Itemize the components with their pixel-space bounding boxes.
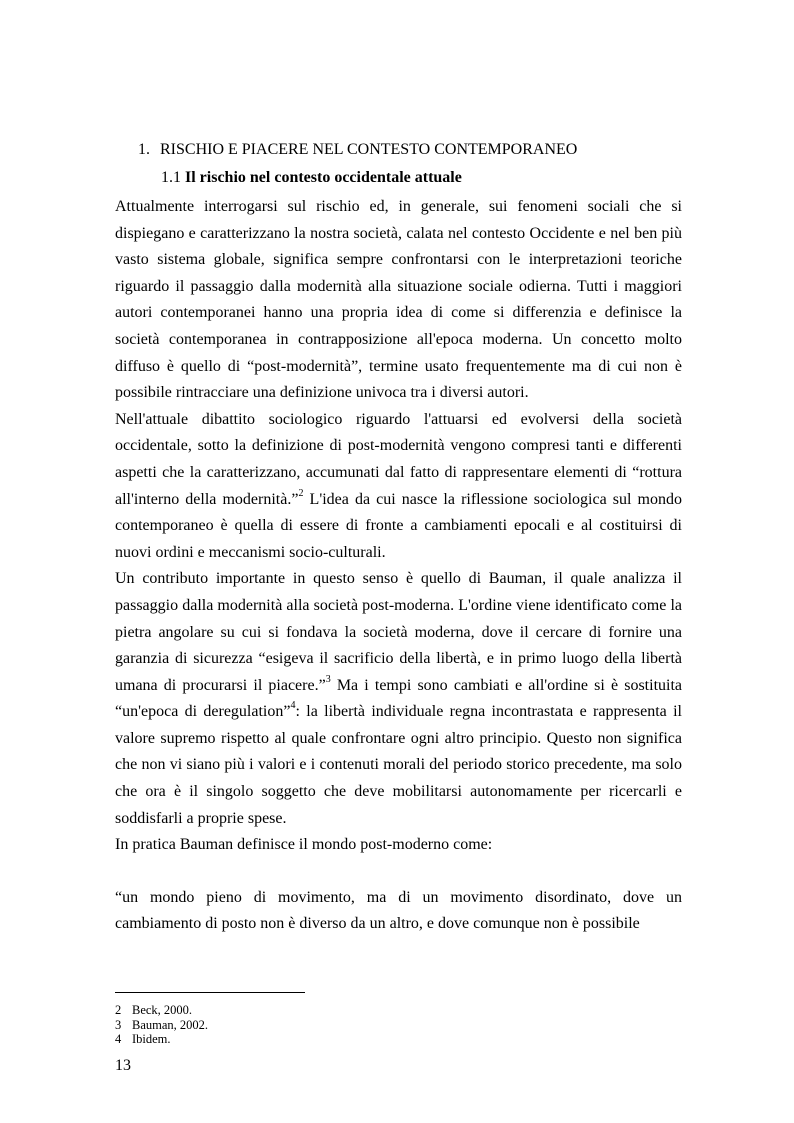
paragraph-3-text-a: Un contributo importante in questo senso è quello di Bauman, il quale analizza il passaggio dalla modernità alla società post-moderna. L'ordine viene identificato come la pietra angolare su cui si fondava la società moderna, dove il cercare di fornire una garanzia di sicurezza “esigeva il sacrificio della libertà, e in primo luogo della libertà umana di procurarsi il piacere.”: [115, 570, 682, 694]
paragraph-1: Attualmente interrogarsi sul rischio ed, in generale, sui fenomeni sociali che si dispiegano e caratterizzano la nostra società, calata nel contesto Occidente e nel ben più vasto sistema globale, significa sempre confrontarsi con le interpretazioni teoriche riguardo il passaggio dalla modernità alla situazione sociale odierna. Tutti i maggiori autori contemporanei hanno una propria idea di come si differenzia e definisce la società contemporanea in contrapposizione all'epoca moderna. Un concetto molto diffuso è quello di “post-modernità”, termine usato frequentemente ma di cui non è possibile rintracciare una definizione univoca tra i diversi autori.: [115, 198, 682, 402]
spacer: [115, 859, 682, 885]
paragraph-2-text-b: L'idea da cui nasce la riflessione sociologica sul mondo contemporaneo è quella di essere di fronte a cambiamenti epocali e al costituirsi di nuovi ordini e meccanismi socio-culturali.: [115, 490, 682, 561]
footnote-number: 3: [115, 1017, 122, 1032]
footnote: [115, 1018, 208, 1033]
footnote-number: 4: [115, 1032, 122, 1046]
footnote: [115, 1032, 208, 1047]
paragraph-2: [115, 407, 682, 567]
footnote-divider: [115, 992, 305, 993]
section-title: Il rischio nel contesto occidentale attuale: [185, 169, 462, 186]
paragraph-2-text-a: Nell'attuale dibattito sociologico riguardo l'attuarsi ed evolversi della società occidentale, sotto la definizione di post-modernità vengono compresi tanti e differenti aspetti che la caratterizzano, accumunati dal fatto di rappresentare elementi di “rottura all'interno della modernità.”: [115, 410, 682, 508]
footnote-ref-2: 2: [298, 487, 304, 499]
body-text: [115, 194, 682, 938]
footnotes: [115, 1003, 208, 1047]
footnote-ref-3: 3: [325, 673, 331, 685]
footnote-text: Bauman, 2002.: [132, 1017, 209, 1032]
footnote-text: Ibidem.: [132, 1032, 171, 1046]
footnote: [115, 1003, 208, 1018]
paragraph-3-text-b: Ma i tempi sono cambiati e all'ordine si è sostituita “un'epoca di deregulation”: [115, 676, 683, 721]
footnote-ref-4: 4: [290, 700, 296, 712]
block-quote: “un mondo pieno di movimento, ma di un movimento disordinato, dove un cambiamento di posto non è diverso da un altro, e dove comunque non è possibile: [115, 888, 682, 933]
paragraph-3-text-c: : la libertà individuale regna incontrastata e rappresenta il valore supremo rispetto al quale confrontare ogni altro principio. Questo non significa che non vi siano più i valori e i contenuti morali del periodo storico precedente, ma solo che ora è il singolo soggetto che deve mobilitarsi autonomamente per ricercarli e soddisfarli a proprie spese.: [115, 703, 683, 827]
footnote-text: Beck, 2000.: [132, 1003, 193, 1017]
footnote-number: 2: [115, 1003, 122, 1017]
paragraph-3: [115, 566, 682, 832]
section-heading: [161, 169, 462, 187]
page-number: 13: [115, 1057, 131, 1074]
section-number: 1.1: [161, 169, 181, 186]
chapter-number: 1.: [138, 141, 150, 158]
chapter-title: RISCHIO E PIACERE NEL CONTESTO CONTEMPORANEO: [160, 141, 578, 158]
paragraph-4: In pratica Bauman definisce il mondo post-moderno come:: [115, 836, 493, 854]
chapter-heading: [138, 141, 577, 159]
